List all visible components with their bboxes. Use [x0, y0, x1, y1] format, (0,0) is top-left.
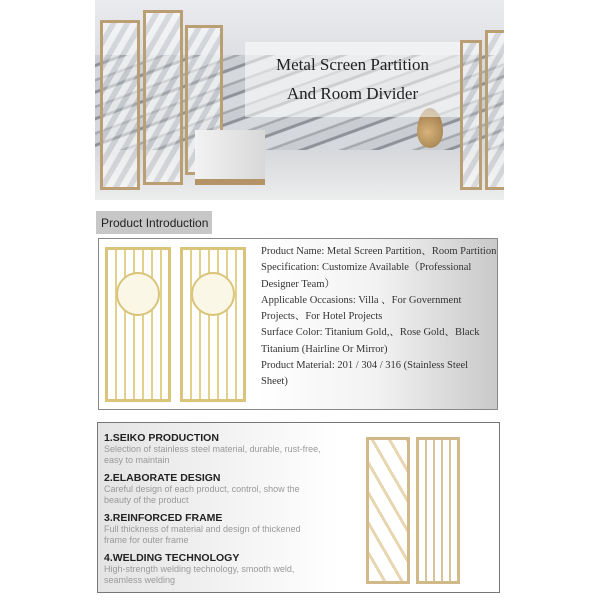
mountain-motif	[116, 272, 160, 316]
counter	[195, 130, 265, 185]
banner-title	[245, 42, 460, 117]
screen-panel	[143, 10, 183, 185]
feature-desc: Careful design of each product, control, show the beauty of the product	[104, 484, 300, 505]
feature-item	[104, 472, 324, 506]
screen-image-diagonal	[366, 437, 410, 584]
screen-panel	[100, 20, 140, 190]
banner-title-line: Metal Screen Partition	[276, 55, 429, 74]
spec-line: Applicable Occasions: Villa 、For Government Projects、For Hotel Projects	[261, 294, 462, 323]
feature-title: 1.SEIKO PRODUCTION	[104, 432, 219, 444]
banner-title-line: And Room Divider	[286, 84, 419, 103]
cloud-motif	[191, 272, 235, 316]
door-image-mountain	[105, 247, 171, 402]
feature-desc: High-strength welding technology, smooth weld, seamless welding	[104, 564, 295, 585]
screen-panel	[485, 30, 504, 190]
feature-title: 3.REINFORCED FRAME	[104, 512, 223, 524]
feature-desc: Selection of stainless steel material, durable, rust-free, easy to maintain	[104, 444, 321, 465]
feature-desc: Full thickness of material and design of thickened frame for outer frame	[104, 524, 301, 545]
feature-item	[104, 432, 324, 466]
door-image-cloud	[180, 247, 246, 402]
spec-line: Specification: Customize Available（Professional Designer Team）	[261, 262, 472, 290]
spec-line: Surface Color: Titanium Gold,、Rose Gold、Black Titanium (Hairline Or Mirror)	[261, 327, 480, 355]
feature-title: 4.WELDING TECHNOLOGY	[104, 552, 240, 564]
product-introduction	[98, 238, 498, 410]
feature-list	[97, 422, 500, 593]
feature-item	[104, 512, 324, 546]
screen-image-vertical	[416, 437, 460, 584]
section-heading: Product Introduction	[96, 211, 212, 234]
feature-item	[104, 552, 324, 586]
feature-title: 2.ELABORATE DESIGN	[104, 472, 221, 484]
spec-list	[261, 244, 497, 391]
spec-line: Product Name: Metal Screen Partition、Room Partition	[261, 246, 497, 257]
spec-line: Product Material: 201 / 304 / 316 (Stainless Steel Sheet)	[261, 360, 469, 388]
hero-banner	[95, 0, 504, 200]
screen-panel	[460, 40, 482, 190]
